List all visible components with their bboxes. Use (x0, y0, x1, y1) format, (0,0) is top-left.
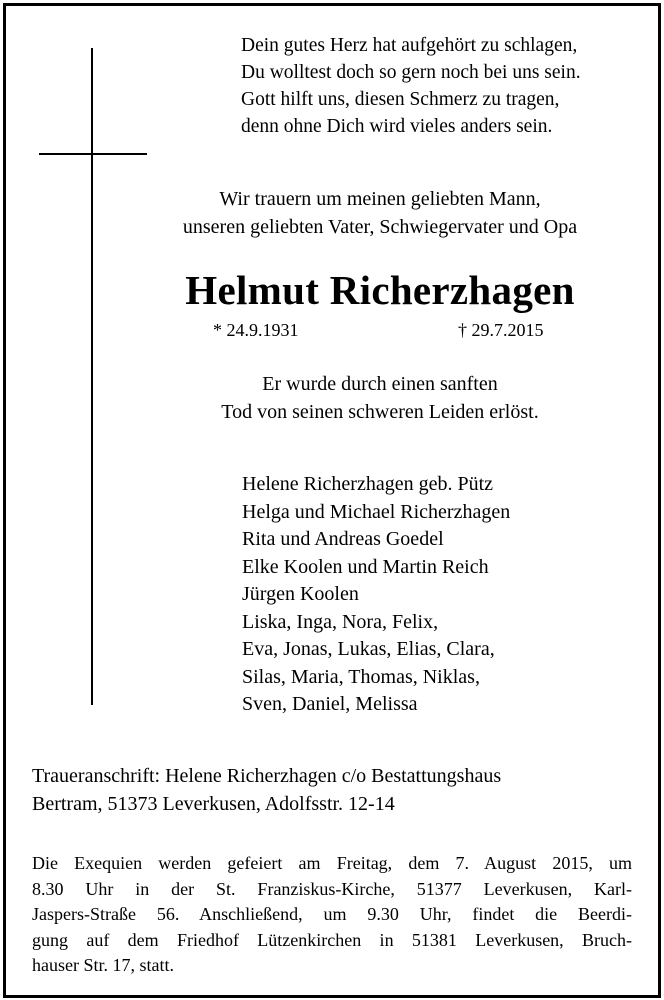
address-line: Traueranschrift: Helene Richerzhagen c/o Bestattungshaus (32, 765, 502, 787)
quote-line: Tod von seinen schweren Leiden erlöst. (221, 401, 539, 423)
mourner-line: Helene Richerzhagen geb. Pütz (242, 473, 494, 495)
info-line: Jaspers-Straße 56. Anschließend, um 9.30 Uhr, findet die Beerdi- (32, 904, 632, 925)
mourner-line: Sven, Daniel, Melissa (242, 693, 418, 715)
mourner-line: Liska, Inga, Nora, Felix, (242, 610, 439, 633)
mourners-list (242, 471, 652, 719)
intro-line: Wir trauern um meinen geliebten Mann, (219, 188, 541, 210)
poem-line: denn ohne Dich wird vieles anders sein. (241, 116, 553, 137)
mourner-line: Eva, Jonas, Lukas, Elias, Clara, (242, 638, 495, 660)
mourner-line: Jürgen Koolen (242, 583, 359, 605)
birth-date: * 24.9.1931 (213, 320, 299, 340)
quote-line: Er wurde durch einen sanften (262, 373, 498, 395)
deceased-name: Helmut Richerzhagen (185, 267, 575, 313)
info-line: gung auf dem Friedhof Lützenkirchen in 51381 Leverkusen, Bruch- (32, 929, 632, 950)
info-line: Die Exequien werden gefeiert am Freitag, dem 7. August 2015, um (32, 853, 632, 873)
address-line: Bertram, 51373 Leverkusen, Adolfsstr. 12-14 (32, 793, 395, 815)
intro-line: unseren geliebten Vater, Schwiegervater und Opa (182, 216, 578, 238)
poem-line: Dein gutes Herz hat aufgehört zu schlagen, (241, 35, 578, 56)
mourner-line: Elke Koolen und Martin Reich (242, 555, 489, 578)
poem (241, 32, 641, 140)
cross-horizontal-bar (39, 153, 147, 155)
mourner-line: Helga und Michael Richerzhagen (242, 500, 511, 523)
info-line: hauser Str. 17, statt. (32, 955, 174, 976)
cross-vertical-bar (91, 48, 93, 705)
death-date: † 29.7.2015 (458, 320, 544, 340)
passing-statement (100, 370, 660, 426)
mourner-line: Rita und Andreas Goedel (242, 528, 444, 550)
condolence-address (32, 762, 632, 818)
poem-line: Gott hilft uns, diesen Schmerz zu tragen, (241, 89, 560, 110)
poem-line: Du wolltest doch so gern noch bei uns sein. (241, 62, 581, 83)
mourner-line: Silas, Maria, Thomas, Niklas, (242, 665, 480, 688)
info-line: 8.30 Uhr in der St. Franziskus-Kirche, 51377 Leverkusen, Karl- (32, 878, 632, 899)
mourning-intro (100, 185, 660, 241)
funeral-info (32, 851, 632, 979)
